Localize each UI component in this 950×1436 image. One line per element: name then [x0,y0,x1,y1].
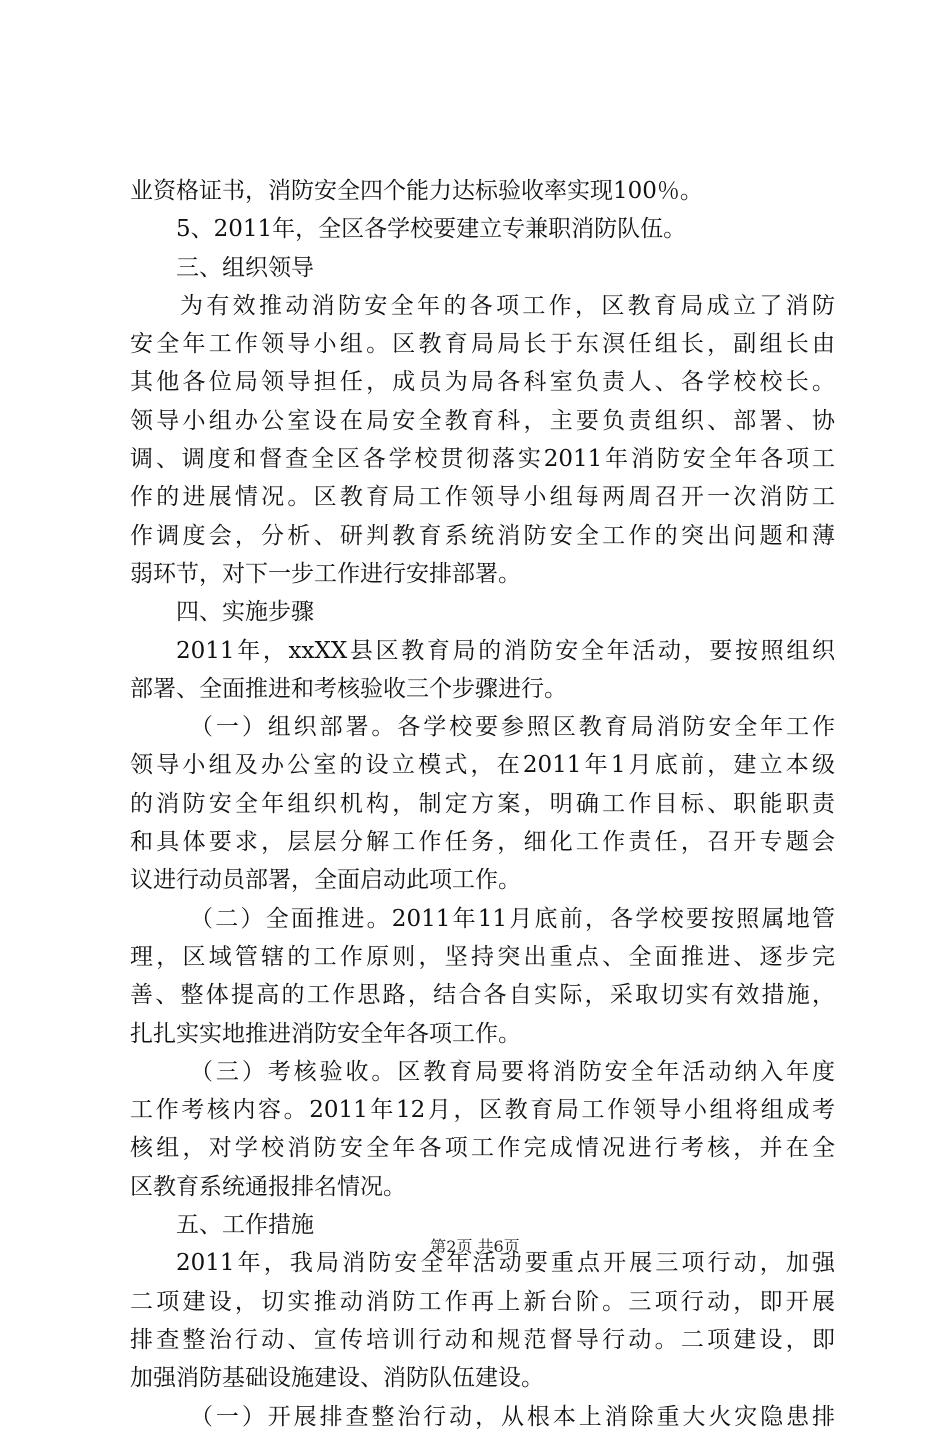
text-line: （一）组织部署。各学校要参照区教育局消防安全年工作 [190,714,835,741]
text-line: 5、2011年，全区各学校要建立专兼职消防队伍。 [176,216,687,243]
text-line: 其他各位局领导担任，成员为局各科室负责人、各学校校长。 [130,369,835,396]
text-line: 调、调度和督查全区各学校贯彻落实2011年消防安全年各项工 [130,446,835,473]
text-line: 议进行动员部署，全面启动此项工作。 [130,867,521,894]
text-line: 工作考核内容。2011年12月，区教育局工作领导小组将组成考 [130,1097,835,1124]
text-line: 加强消防基础设施建设、消防队伍建设。 [130,1365,544,1392]
text-line: 业资格证书，消防安全四个能力达标验收率实现100％。 [130,178,703,204]
text-line: 区教育系统通报排名情况。 [130,1173,406,1200]
text-line: 核组，对学校消防安全年各项工作完成情况进行考核，并在全 [130,1135,835,1162]
text-line: 为有效推动消防安全年的各项工作，区教育局成立了消防 [180,292,835,319]
text-line: （二）全面推进。2011年11月底前，各学校要按照属地管 [190,905,835,932]
text-line: 善、整体提高的工作思路，结合各自实际，采取切实有效措施， [130,982,835,1009]
text-line: （一）开展排查整治行动，从根本上消除重大火灾隐患排 [190,1403,835,1430]
text-line: 排查整治行动、宣传培训行动和规范督导行动。二项建设，即 [130,1326,835,1353]
section-heading: 五、工作措施 [176,1212,314,1239]
text-line: 作的进展情况。区教育局工作领导小组每两周召开一次消防工 [130,484,835,511]
text-line: 弱环节，对下一步工作进行安排部署。 [130,560,521,587]
text-line: 领导小组及办公室的设立模式，在2011年1月底前，建立本级 [130,752,835,779]
page-number-footer: 第2页 共6页 [430,1237,520,1256]
text-line: 的消防安全年组织机构，制定方案，明确工作目标、职能职责 [130,790,835,817]
text-line: 和具体要求，层层分解工作任务，细化工作责任，召开专题会 [130,829,835,856]
section-heading: 三、组织领导 [176,254,314,281]
text-line: （三）考核验收。区教育局要将消防安全年活动纳入年度 [190,1058,835,1085]
text-line: 理，区域管辖的工作原则，坚持突出重点、全面推进、逐步完 [130,943,835,970]
text-line: 2011年，我局消防安全年活动要重点开展三项行动，加强 [176,1250,835,1277]
text-line: 领导小组办公室设在局安全教育科，主要负责组织、部署、协 [130,407,835,434]
text-line: 安全年工作领导小组。区教育局局长于东溟任组长，副组长由 [130,331,835,358]
text-line: 扎扎实实地推进消防安全年各项工作。 [130,1020,521,1047]
text-line: 二项建设，切实推动消防工作再上新台阶。三项行动，即开展 [130,1288,835,1315]
text-line: 2011年，xxXX县区教育局的消防安全年活动，要按照组织 [176,637,835,664]
text-line: 作调度会，分析、研判教育系统消防安全工作的突出问题和薄 [130,522,835,549]
section-heading: 四、实施步骤 [176,599,314,626]
text-line: 部署、全面推进和考核验收三个步骤进行。 [130,675,567,702]
